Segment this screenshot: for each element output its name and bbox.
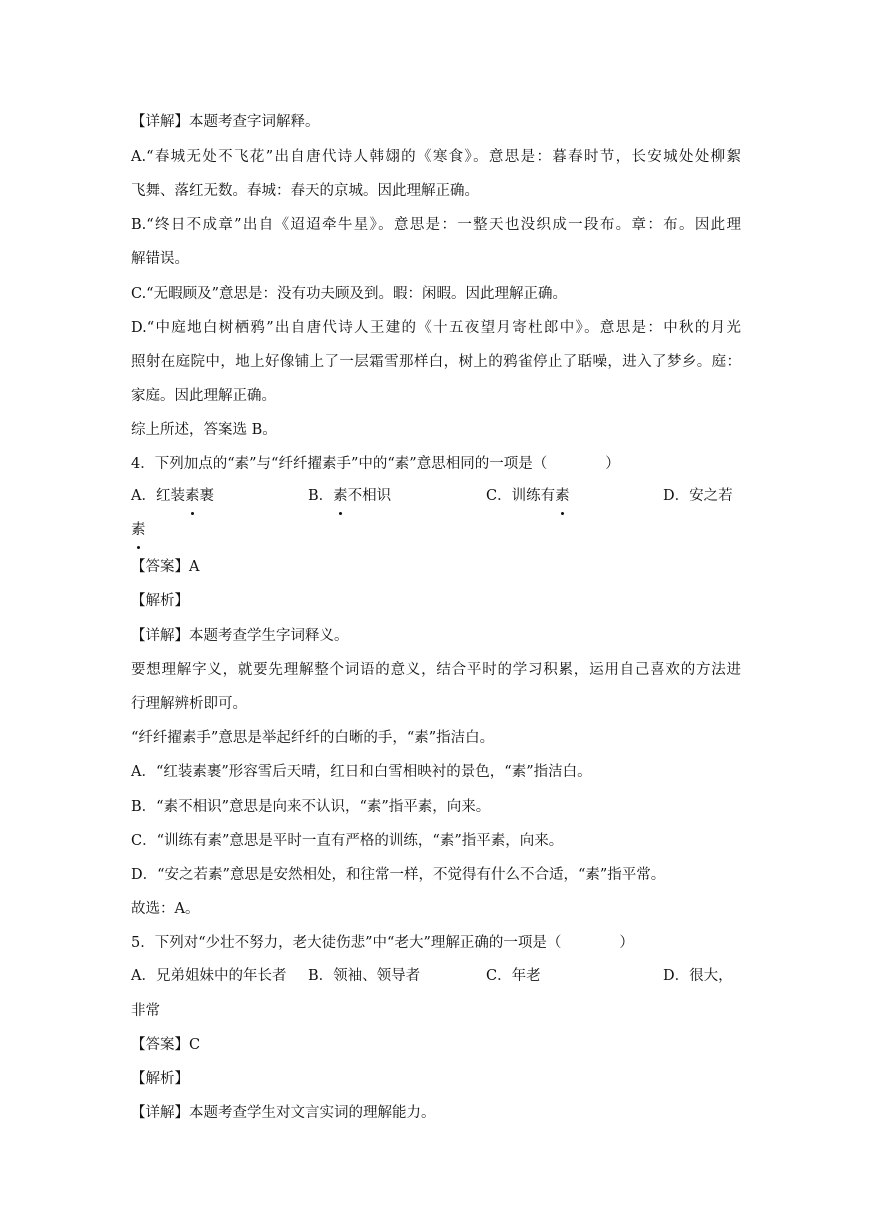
q5-option-a: A．兄弟姐妹中的年长者 <box>131 968 287 984</box>
q4-option-a-prefix: A．红装 <box>131 488 185 504</box>
q4-option-d-dotted-char: 素 <box>131 522 146 538</box>
q4-explanation-b: B．“素不相识”意思是向来不认识，“素”指平素，向来。 <box>131 799 491 815</box>
q4-option-a-dotted-char: 素 <box>184 488 200 504</box>
q5-option-d-continuation: 非常 <box>131 1003 160 1019</box>
q4-choice: 故选：A。 <box>131 901 200 917</box>
q5-option-d: D．很大， <box>663 968 733 984</box>
q4-option-c <box>486 486 570 506</box>
q4-explanation-d: D．“安之若素”意思是安然相处，和往常一样，不觉得有什么不合适，“素”指平常。 <box>131 867 666 883</box>
q4-explanation-line1: 要想理解字义，就要先理解整个词语的意义，结合平时的学习积累，运用自己喜欢的方法进 <box>131 662 741 678</box>
q4-option-a <box>131 486 214 506</box>
q3-option-d-line3: 家庭。因此理解正确。 <box>131 388 276 404</box>
q5-stem: 5．下列对“少壮不努力，老大徒伤悲”中“老大”理解正确的一项是（ ） <box>131 935 634 951</box>
q4-option-d-continuation <box>131 520 146 540</box>
q3-option-a-line1: A.“春城无处不飞花”出自唐代诗人韩翃的《寒食》。意思是：暮春时节，长安城处处柳絮 <box>131 149 741 165</box>
q4-option-c-prefix: C．训练有 <box>486 488 556 504</box>
q4-explanation-c: C．“训练有素”意思是平时一直有严格的训练，“素”指平素，向来。 <box>131 833 564 849</box>
q4-detail-heading: 【详解】本题考查学生字词释义。 <box>131 628 349 644</box>
q3-option-a-line2: 飞舞、落红无数。春城：春天的京城。因此理解正确。 <box>131 183 479 199</box>
q5-option-c: C．年老 <box>486 968 541 984</box>
q4-option-a-suffix: 裹 <box>199 488 214 504</box>
q5-detail-heading: 【详解】本题考查学生对文言实词的理解能力。 <box>131 1105 436 1121</box>
q4-option-b-suffix: 不相识 <box>347 488 392 504</box>
q3-detail-heading: 【详解】本题考查字词解释。 <box>131 114 320 130</box>
q3-option-b-line1: B.“终日不成章”出自《迢迢牵牛星》。意思是：一整天也没织成一段布。章：布。因此理 <box>131 217 741 233</box>
q3-summary: 综上所述，答案选 B。 <box>131 422 277 438</box>
q4-option-b-dotted-char: 素 <box>333 488 348 504</box>
q4-explanation-a: A．“红装素裹”形容雪后天晴，红日和白雪相映衬的景色，“素”指洁白。 <box>131 764 592 780</box>
q4-explanation-line3: “纤纤擢素手”意思是举起纤纤的白晰的手，“素”指洁白。 <box>131 730 495 746</box>
q4-option-c-dotted-char: 素 <box>555 488 570 504</box>
q3-option-d-line1: D.“中庭地白树栖鸦”出自唐代诗人王建的《十五夜望月寄杜郎中》。意思是：中秋的月光 <box>131 320 741 336</box>
q3-option-b-line2: 解错误。 <box>131 251 189 267</box>
q4-option-b-prefix: B． <box>308 488 334 504</box>
q4-option-d: D．安之若 <box>663 488 733 504</box>
q5-analysis-heading: 【解析】 <box>131 1071 189 1087</box>
q4-answer: 【答案】A <box>131 559 200 575</box>
q4-option-b <box>308 486 391 506</box>
q3-option-c: C.“无暇顾及”意思是：没有功夫顾及到。暇：闲暇。因此理解正确。 <box>131 286 568 302</box>
q4-analysis-heading: 【解析】 <box>131 593 189 609</box>
q5-answer: 【答案】C <box>131 1037 201 1053</box>
q4-stem: 4．下列加点的“素”与“纤纤擢素手”中的“素”意思相同的一项是（ ） <box>131 456 620 472</box>
q3-option-d-line2: 照射在庭院中，地上好像铺上了一层霜雪那样白，树上的鸦雀停止了聒噪，进入了梦乡。庭： <box>131 354 741 370</box>
q4-explanation-line2: 行理解辨析即可。 <box>131 696 247 712</box>
q5-option-b: B．领袖、领导者 <box>308 968 421 984</box>
